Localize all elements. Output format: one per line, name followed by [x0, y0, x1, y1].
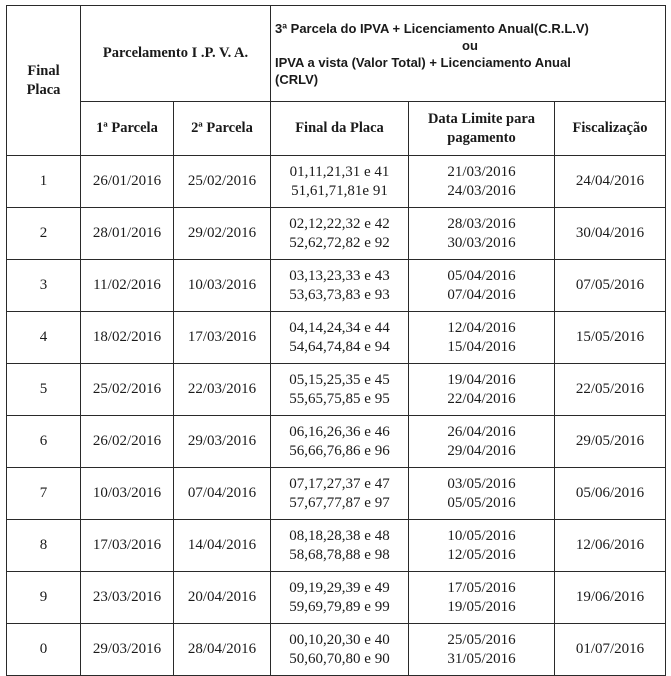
data-limite-line-2: 22/04/2016 [447, 390, 516, 407]
header-final-placa-label: Final Placa [26, 62, 61, 98]
primeira-parcela-cell: 18/02/2016 [81, 312, 174, 364]
data-limite-line-1: 10/05/2016 [447, 527, 516, 544]
header-row-top [7, 6, 666, 102]
header-final-da-placa-label: Final da Placa [295, 120, 384, 136]
data-limite-line-2: 29/04/2016 [447, 442, 516, 459]
data-limite-line-1: 21/03/2016 [447, 163, 516, 180]
data-limite-line-1: 19/04/2016 [447, 371, 516, 388]
fiscalizacao-cell: 12/06/2016 [555, 520, 666, 572]
segunda-parcela-cell: 25/02/2016 [174, 156, 271, 208]
primeira-parcela-cell: 29/03/2016 [81, 624, 174, 676]
segunda-parcela-cell: 28/04/2016 [174, 624, 271, 676]
final-da-placa-cell [271, 416, 409, 468]
header-terceira-parcela-line1: 3ª Parcela do IPVA + Licenciamento Anual(C.R.L.V) [275, 20, 589, 36]
segunda-parcela-cell: 22/03/2016 [174, 364, 271, 416]
ipva-calendar-table [6, 5, 666, 676]
segunda-parcela-cell: 10/03/2016 [174, 260, 271, 312]
header-terceira-parcela-line2: IPVA a vista (Valor Total) + Licenciamento Anual [275, 54, 571, 70]
ipva-calendar-sheet [6, 5, 665, 667]
segunda-parcela-cell: 07/04/2016 [174, 468, 271, 520]
header-parcelamento [81, 6, 271, 102]
primeira-parcela-cell: 17/03/2016 [81, 520, 174, 572]
final-da-placa-cell [271, 260, 409, 312]
table-row [7, 260, 666, 312]
segunda-parcela-cell: 17/03/2016 [174, 312, 271, 364]
data-limite-line-2: 05/05/2016 [447, 494, 516, 511]
header-fiscalizacao [555, 102, 666, 156]
primeira-parcela-cell: 23/03/2016 [81, 572, 174, 624]
placas-line-1: 03,13,23,33 e 43 [289, 267, 390, 284]
header-data-limite-label: Data Limite para pagamento [427, 110, 536, 146]
placas-line-1: 08,18,28,38 e 48 [289, 527, 390, 544]
data-limite-cell [409, 260, 555, 312]
placas-line-2: 58,68,78,88 e 98 [289, 546, 390, 563]
table-row [7, 572, 666, 624]
final-da-placa-cell [271, 156, 409, 208]
data-limite-line-2: 07/04/2016 [447, 286, 516, 303]
placas-line-2: 51,61,71,81e 91 [291, 182, 388, 199]
placas-line-1: 02,12,22,32 e 42 [289, 215, 390, 232]
data-limite-line-2: 30/03/2016 [447, 234, 516, 251]
data-limite-cell [409, 208, 555, 260]
final-digit-cell: 3 [7, 260, 81, 312]
data-limite-cell [409, 364, 555, 416]
final-da-placa-cell [271, 468, 409, 520]
primeira-parcela-cell: 11/02/2016 [81, 260, 174, 312]
fiscalizacao-cell: 07/05/2016 [555, 260, 666, 312]
data-limite-line-2: 24/03/2016 [447, 182, 516, 199]
data-limite-line-2: 12/05/2016 [447, 546, 516, 563]
placas-line-1: 06,16,26,36 e 46 [289, 423, 390, 440]
data-limite-cell [409, 416, 555, 468]
segunda-parcela-cell: 20/04/2016 [174, 572, 271, 624]
header-final-placa [7, 6, 81, 156]
placas-line-2: 56,66,76,86 e 96 [289, 442, 390, 459]
data-limite-cell [409, 468, 555, 520]
table-row [7, 156, 666, 208]
segunda-parcela-cell: 14/04/2016 [174, 520, 271, 572]
fiscalizacao-cell: 22/05/2016 [555, 364, 666, 416]
table-row [7, 364, 666, 416]
fiscalizacao-cell: 05/06/2016 [555, 468, 666, 520]
table-row [7, 624, 666, 676]
data-limite-cell [409, 624, 555, 676]
placas-line-2: 50,60,70,80 e 90 [289, 650, 390, 667]
fiscalizacao-cell: 15/05/2016 [555, 312, 666, 364]
placas-line-2: 59,69,79,89 e 99 [289, 598, 390, 615]
placas-line-1: 04,14,24,34 e 44 [289, 319, 390, 336]
final-da-placa-cell [271, 208, 409, 260]
final-digit-cell: 0 [7, 624, 81, 676]
header-terceira-parcela [271, 6, 666, 102]
data-limite-cell [409, 572, 555, 624]
placas-line-2: 53,63,73,83 e 93 [289, 286, 390, 303]
final-da-placa-cell [271, 364, 409, 416]
final-da-placa-cell [271, 572, 409, 624]
placas-line-1: 00,10,20,30 e 40 [289, 631, 390, 648]
fiscalizacao-cell: 01/07/2016 [555, 624, 666, 676]
fiscalizacao-cell: 29/05/2016 [555, 416, 666, 468]
data-limite-cell [409, 520, 555, 572]
primeira-parcela-cell: 28/01/2016 [81, 208, 174, 260]
primeira-parcela-cell: 10/03/2016 [81, 468, 174, 520]
fiscalizacao-cell: 19/06/2016 [555, 572, 666, 624]
placas-line-2: 54,64,74,84 e 94 [289, 338, 390, 355]
table-row [7, 520, 666, 572]
segunda-parcela-cell: 29/02/2016 [174, 208, 271, 260]
header-parcelamento-label: Parcelamento I .P. V. A. [102, 45, 249, 61]
header-terceira-parcela-line3: (CRLV) [275, 71, 319, 87]
placas-line-1: 09,19,29,39 e 49 [289, 579, 390, 596]
final-digit-cell: 2 [7, 208, 81, 260]
placas-line-2: 52,62,72,82 e 92 [289, 234, 390, 251]
placas-line-1: 01,11,21,31 e 41 [289, 163, 390, 180]
data-limite-line-1: 25/05/2016 [447, 631, 516, 648]
final-digit-cell: 4 [7, 312, 81, 364]
data-limite-cell [409, 312, 555, 364]
data-limite-line-1: 03/05/2016 [447, 475, 516, 492]
header-final-da-placa [271, 102, 409, 156]
final-digit-cell: 7 [7, 468, 81, 520]
data-limite-line-1: 12/04/2016 [447, 319, 516, 336]
table-row [7, 416, 666, 468]
final-da-placa-cell [271, 624, 409, 676]
header-primeira-parcela [81, 102, 174, 156]
fiscalizacao-cell: 30/04/2016 [555, 208, 666, 260]
primeira-parcela-cell: 26/01/2016 [81, 156, 174, 208]
table-row [7, 312, 666, 364]
placas-line-1: 05,15,25,35 e 45 [289, 371, 390, 388]
final-da-placa-cell [271, 312, 409, 364]
data-limite-line-1: 26/04/2016 [447, 423, 516, 440]
header-row-sub [7, 102, 666, 156]
placas-line-2: 57,67,77,87 e 97 [289, 494, 390, 511]
primeira-parcela-cell: 26/02/2016 [81, 416, 174, 468]
data-limite-line-2: 19/05/2016 [447, 598, 516, 615]
data-limite-line-2: 15/04/2016 [447, 338, 516, 355]
header-data-limite [409, 102, 555, 156]
final-da-placa-cell [271, 520, 409, 572]
header-primeira-parcela-label: 1ª Parcela [96, 120, 158, 136]
final-digit-cell: 5 [7, 364, 81, 416]
data-limite-cell [409, 156, 555, 208]
table-row [7, 468, 666, 520]
final-digit-cell: 8 [7, 520, 81, 572]
final-digit-cell: 9 [7, 572, 81, 624]
table-row [7, 208, 666, 260]
primeira-parcela-cell: 25/02/2016 [81, 364, 174, 416]
final-digit-cell: 6 [7, 416, 81, 468]
data-limite-line-1: 28/03/2016 [447, 215, 516, 232]
header-fiscalizacao-label: Fiscalização [572, 120, 648, 136]
segunda-parcela-cell: 29/03/2016 [174, 416, 271, 468]
header-segunda-parcela-label: 2ª Parcela [191, 120, 253, 136]
placas-line-2: 55,65,75,85 e 95 [289, 390, 390, 407]
placas-line-1: 07,17,27,37 e 47 [289, 475, 390, 492]
header-segunda-parcela [174, 102, 271, 156]
final-digit-cell: 1 [7, 156, 81, 208]
data-limite-line-1: 05/04/2016 [447, 267, 516, 284]
data-limite-line-1: 17/05/2016 [447, 579, 516, 596]
fiscalizacao-cell: 24/04/2016 [555, 156, 666, 208]
data-limite-line-2: 31/05/2016 [447, 650, 516, 667]
header-ou: ou [462, 37, 478, 53]
